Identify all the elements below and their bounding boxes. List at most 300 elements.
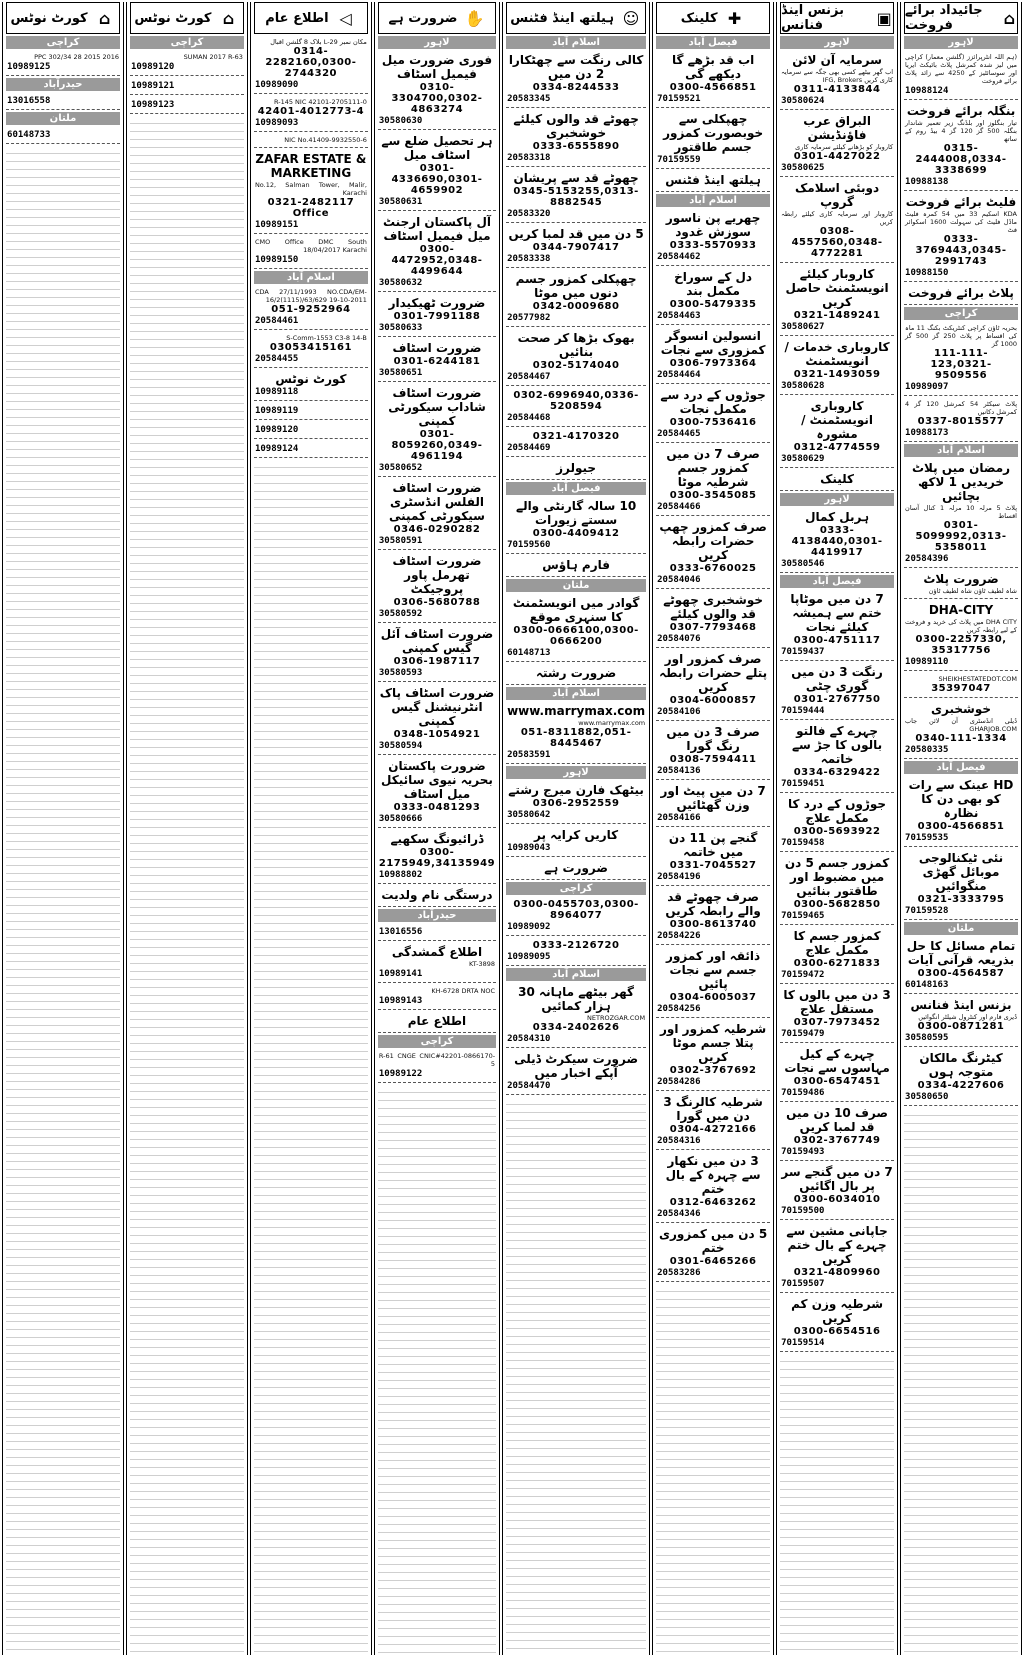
column-title: اطلاع عام [265,10,329,26]
megaphone-icon: ◁ [339,8,352,28]
city-heading: اسلام آباد [506,968,646,981]
city-heading: اسلام آباد [904,444,1018,457]
classified-ad [656,110,770,169]
ad-phone: 0321-2482117 Office [267,197,355,219]
city-heading: حیدرآباد [378,909,496,922]
ad-reference-number: 20584470 [507,1081,551,1091]
ad-phone: 35397047 [931,683,991,694]
ad-phone: 0333-4138440,0301-4419917 [791,525,883,558]
ad-title: ZAFAR ESTATE & MARKETING [255,152,367,180]
ad-phone: 0344-7907417 [532,242,620,253]
ad-phone: 0306-1987117 [393,656,481,667]
ad-phone: 0301-4336690,0301-4659902 [391,163,483,196]
ad-reference-number: 30580593 [378,668,423,678]
classified-ad [378,943,496,983]
column-clinic [652,2,774,1655]
ad-phone: 0307-7793468 [669,622,757,633]
column-court2 [2,2,124,1655]
column-business [776,2,898,1655]
column-header [656,2,770,34]
ad-reference-number: 30580594 [378,741,423,751]
classified-ad [506,826,646,857]
ad-phone: 0331-7045527 [669,860,757,871]
ad-phone: 0302-3767749 [793,1135,881,1146]
ad-reference-number: 30580595 [905,1033,949,1043]
classified-ad [506,388,646,427]
city-heading: لاہور [378,36,496,49]
classified-ad [506,594,646,662]
ad-title: چھوٹے قد سے پریشان [513,171,639,185]
ad-reference-number: 70159521 [657,94,701,104]
ad-title: نئی ٹیکنالوجی موبائل گھڑی منگوائیں [918,851,1004,893]
ad-phone: 0308-7594411 [669,754,757,765]
ad-phone: 0302-3767692 [669,1065,757,1076]
ad-reference-number: 70159514 [781,1338,825,1348]
ad-reference-number: 10989092 [507,922,551,932]
classified-ad [254,134,368,148]
ad-reference-number: 10989120 [254,425,299,435]
ad-reference-number: 10989121 [130,81,175,91]
city-heading: اسلام آباد [506,687,646,700]
ad-phone: 0321-4170320 [532,431,620,442]
ad-phone: 0333-0481293 [393,802,481,813]
column-title: بزنس اینڈ فنانس [781,3,844,33]
classified-ad [506,556,646,577]
classified-ad [656,782,770,827]
ad-phone: 03053415161 [269,342,352,353]
ad-title: شرطیہ وزن کم کریں [791,1297,883,1325]
ad-reference-number: 10989119 [254,406,299,416]
classified-ad [656,591,770,648]
ad-title: ضرورت پلاٹ [923,572,999,586]
ad-reference-number: 60148163 [905,980,949,990]
column-title: ضرورت ہے [388,10,458,26]
ad-title: البراق عرب فاؤنڈیشن [803,114,871,142]
classified-ad [506,859,646,880]
city-heading: فیصل آباد [656,36,770,49]
ad-body: (ہم اللہ انٹرپرائزز (گلشن معمار) کراچی میں لیز شدہ کمرشل پلاٹ بائیکٹ ایریا اور سوسائٹیز کے 4250 سے زائد پلاٹ برائے فروخت [905,53,1017,85]
ad-title: 5 دن میں قد لمبا کریں [508,227,644,241]
classified-ad [378,886,496,907]
classified-ad [904,398,1018,442]
ad-title: فلیٹ برائے فروخت [905,195,1017,209]
ad-title: چہرے کے فالتو بالوں کا جڑ سے خاتمہ [791,724,883,766]
ad-phone: 0315-2444008,0334-3338699 [915,143,1007,176]
classified-ad [656,51,770,108]
ad-title: www.marrymax.com [507,704,646,718]
ad-phone: 0342-0009680 [532,301,620,312]
ad-phone: 0334-6329422 [793,767,881,778]
ad-title: ہربل کمال [805,510,869,524]
ad-phone: 0340-111-1334 [915,733,1007,744]
ad-reference-number: 20577982 [507,313,551,323]
ad-title: اطلاع عام [407,1014,467,1028]
ad-reference-number: 10989151 [254,220,299,230]
ad-title: ڈرائیونگ سکھیے [390,832,484,846]
ad-title: 7 دن میں گنجے سر پر بال اگائیں [781,1165,893,1193]
ad-title: DHA-CITY [928,603,994,617]
classified-ad [378,384,496,477]
ad-title: اطلاع گمشدگی [391,945,483,959]
classified-ad [378,757,496,828]
classified-ad [904,570,1018,599]
ad-title: سرمایہ آن لائن [792,53,882,67]
ad-reference-number: 20584166 [657,813,701,823]
ad-reference-number: 10989043 [507,843,551,853]
ad-phone: 0334-4227606 [917,1080,1005,1091]
classified-ad [780,590,894,661]
classified-ad [656,947,770,1018]
ad-title: انسولین انسوگر کمزوری سے نجات [660,329,766,357]
ad-phone: 0311-4133844 [793,84,881,95]
classified-ad [506,983,646,1048]
ad-title: دوبئی اسلامک گروپ [795,181,880,209]
column-wanted [374,2,500,1655]
ad-phone: 0321-1489241 [793,310,881,321]
ad-reference-number: 70159444 [781,706,825,716]
classified-ad [780,854,894,925]
city-heading: کراچی [904,307,1018,320]
ad-phone: 0300-6271833 [793,958,881,969]
classified-ad [254,96,368,132]
ad-phone: 0301-5099992,0313-5358011 [915,520,1007,553]
ad-title: کمزور جسم 5 دن میں مضبوط اور طاقتور بنائیں [784,856,890,898]
ad-phone: 0334-8244533 [532,82,620,93]
handshake-icon: ✋ [464,8,485,28]
classified-ad [904,193,1018,282]
ad-reference-number: 20584136 [657,766,701,776]
ad-reference-number: 10989118 [254,387,299,397]
ad-reference-number: 70159486 [781,1088,825,1098]
ad-phone: 0321-3333795 [917,894,1005,905]
ad-reference-number: 10989125 [7,62,51,72]
ad-title: بزنس اینڈ فنانس [910,998,1012,1012]
ad-reference-number: 70159535 [905,833,949,843]
classified-ad [780,338,894,395]
ad-reference-number: 10989090 [254,80,299,90]
classified-ad [780,722,894,793]
ad-phone: 0333-2126720 [532,940,620,951]
ad-title: ہیلتھ اینڈ فٹنس [665,173,761,187]
ad-phone: 0304-4272166 [669,1124,757,1135]
ad-reference-number: 30580627 [781,322,825,332]
classified-ad [506,781,646,824]
ad-reference-number: 20584310 [507,1034,551,1044]
ad-phone: 0337-8015577 [917,416,1005,427]
ad-reference-number: 10989123 [130,100,175,110]
ad-phone: 0300-2257330, 35317756 [915,634,1007,656]
ad-phone: 0300-0455703,0300-8964077 [513,899,639,921]
classified-ad [904,1049,1018,1106]
classified-ad [780,927,894,984]
ad-title: چہرے کے کیل مہاسوں سے نجات [784,1047,890,1075]
ad-phone: 0300-2175949,34135949 [378,847,496,869]
ad-reference-number: 10989097 [905,382,949,392]
classified-ad [780,1295,894,1352]
ad-phone: 0310-3304700,0302-4863274 [391,82,483,115]
ad-reference-number: 30580591 [378,536,423,546]
classified-ad [656,386,770,443]
ad-phone: 0306-5680788 [393,597,481,608]
classified-ad [6,51,120,76]
ad-title: شرطیہ کمزور اور پتلا جسم موٹا کریں [660,1022,767,1064]
ad-reference-number: 10989124 [254,444,299,454]
ad-reference-number: 20584316 [657,1136,701,1146]
classified-ad [506,664,646,685]
ad-phone: 0308-4557560,0348-4772281 [791,226,883,259]
ad-reference-number: 20584468 [507,413,551,423]
classified-ad [254,236,368,269]
ad-phone: 0300-6034010 [793,1194,881,1205]
ad-reference-number: 30580651 [378,368,423,378]
ad-phone: 0333-6555890 [532,141,620,152]
city-heading: اسلام آباد [506,36,646,49]
ad-title: چھریے پن ناسور سوزش غدود [665,211,761,239]
classified-ad [378,1050,496,1083]
ad-title: ضرورت پاکستان بحریہ نیوی سائیکل میل اسٹاف [381,759,493,801]
ad-title: رنگت 3 دن میں گوری چٹی [791,665,883,693]
classified-ad [904,51,1018,100]
column-title: جائیداد برائے فروخت [905,3,983,33]
classified-ad [904,937,1018,994]
classified-ad [780,663,894,720]
ad-reference-number: 20584286 [657,1077,701,1087]
classified-ad [378,132,496,211]
ad-reference-number: 10988802 [378,870,423,880]
column-header [904,2,1018,34]
classified-ad [254,286,368,330]
classified-ad [254,441,368,458]
ad-reference-number: 10989122 [378,1069,423,1079]
city-heading: لاہور [780,36,894,49]
classified-ad [904,700,1018,759]
ad-reference-number: 70159451 [781,779,825,789]
ad-body: R-145 NIC 42101-2705111-0 [273,98,367,106]
ad-body: تیار بنگلوز اور بلڈنگ زیر تعمیر شاندار بنگلہ 500 گز 120 گز 4 بیڈ روم کے ساتھ [905,119,1017,143]
ad-body: کاروبار کو بڑھانے کیلئے سرمایہ کاری [795,143,894,151]
ad-phone: 0321-4809960 [793,1267,881,1278]
ad-phone: 0333-5570933 [669,240,757,251]
ad-phone: 0300-4566851 [669,82,757,93]
ad-title: جوڑوں کے درد سے مکمل نجات [660,388,766,416]
ad-title: بھوک بڑھا کر صحت بنائیں [517,331,635,359]
classified-ad [656,327,770,384]
city-heading: اسلام آباد [254,271,368,284]
ad-reference-number: 30580592 [378,609,423,619]
ad-reference-number: 10989095 [507,952,551,962]
city-heading: حیدرآباد [6,78,120,91]
briefcase-icon: ▣ [876,8,892,28]
ad-title: پلاٹ برائے فروخت [908,286,1014,300]
column-text-filler [130,116,244,1655]
ad-phone: 0304-6005037 [669,992,757,1003]
classified-ad [130,51,244,76]
classified-ad [506,497,646,554]
classified-ad [780,1104,894,1161]
ad-body: اب گھر بیٹھے کسی بھی جگہ سے سرمایہ کاری کریں IFG, Brokers [781,68,894,84]
ad-phone: 0300-4564587 [917,968,1005,979]
column-notice [250,2,372,1655]
ad-title: گنجے پن 11 دن میں خاتمہ [668,831,758,859]
ad-phone: 0321-1493059 [793,369,881,380]
ad-reference-number: 70159458 [781,838,825,848]
classified-ad [656,1093,770,1150]
ad-phone: 0302-6996940,0336-5208594 [513,390,639,412]
ad-reference-number: 30580666 [378,814,423,824]
ad-title: کلینک [820,472,855,486]
ad-body: پلاٹ سیکٹر 54 کمرشل 120 گز 4 کمرشل دکانیں [905,400,1017,416]
ad-phone: 0333-3769443,0345-2991743 [915,234,1007,267]
ad-body: CMO Office DMC South 18/04/2017 Karachi [254,238,367,254]
ad-title: 7 دن میں پیٹ اور وزن گھٹائیں [660,784,766,812]
classified-ad [130,97,244,114]
column-property [900,2,1022,1655]
ad-title: 5 دن میں کمزوری ختم [658,1227,768,1255]
ad-title: کاروبار کیلئے انویسٹمنٹ حاصل کریں [785,267,889,309]
ad-reference-number: 30580628 [781,381,825,391]
ad-reference-number: 20584465 [657,429,701,439]
classified-ad [506,938,646,966]
ad-body: NIC No.41409-9932550-6 [284,136,367,144]
column-text-filler [378,1085,496,1655]
ad-phone: 0300-3545085 [669,490,757,501]
ad-title: ذائقہ اور کمزور جسم سے نجات پائیں [666,949,761,991]
ad-title: جاپانی مشین سے چہرے کے بال ختم کریں [786,1224,888,1266]
classified-ad [780,470,894,491]
classified-ad [656,829,770,886]
ad-title: چھوٹے قد والوں کیلئے خوشخبری [513,112,639,140]
classified-ad [378,339,496,382]
ad-reference-number: 20583591 [507,750,551,760]
ad-title: کاروباری انویسٹمنٹ / مشورہ [801,399,874,441]
column-header [378,2,496,34]
ad-body: CDA 27/11/1993 NO.CDA/EM-16/2(1115)/63/629 19-10-2011 [254,288,367,304]
ad-body: 2016 2015 PPC 302/34 28 [34,53,119,61]
ad-phone: 0300-6547451 [793,1076,881,1087]
classified-ad [656,650,770,721]
classified-ad [506,169,646,223]
ad-title: ضرورت ٹھیکیدار [388,296,486,310]
ad-title: شرطیہ کالرنگ 3 دن میں گورا [663,1095,763,1123]
ad-reference-number: 20583320 [507,209,551,219]
ad-title: کمزور جسم کا مکمل علاج [793,929,881,957]
classified-ad [780,1163,894,1220]
city-heading: لاہور [780,493,894,506]
classified-ad [780,397,894,468]
ad-reference-number: 20584076 [657,634,701,644]
ad-reference-number: 20583318 [507,153,551,163]
ad-phone: 0300-0871281 [917,1021,1005,1032]
column-court1 [126,2,248,1655]
ad-reference-number: 10988138 [905,177,949,187]
classified-ad [506,225,646,268]
ad-title: ضرورت اسٹاف تھرمل پاور پروجیکٹ [392,554,482,596]
ad-title: ضرورت اسٹاف پاک انٹرنیشنل گیس کمپنی [379,686,495,728]
column-text-filler [6,146,120,1655]
classified-ad [656,445,770,516]
ad-reference-number: 70159528 [905,906,949,916]
classified-ad [656,723,770,780]
ad-body: NETROZGAR.COM [587,1014,646,1022]
city-heading: کراچی [378,1035,496,1048]
ad-reference-number: 10988124 [905,86,949,96]
ad-phone: 0345-5153255,0313-8882545 [513,186,639,208]
ad-reference-number: 70159493 [781,1147,825,1157]
classified-ad [780,112,894,177]
ad-body: No.12, Salman Tower, Malir, Karachi [254,181,367,197]
ad-phone: 0307-7973452 [793,1017,881,1028]
classified-ad [904,102,1018,191]
ad-reference-number: 10988150 [905,268,949,278]
classified-ad [6,127,120,144]
ad-title: ضرورت سیکرٹ ڈیلی آپکے اخبار میں [514,1052,639,1080]
classified-ad [254,332,368,368]
ad-reference-number: 13016556 [378,927,423,937]
classified-ad [130,78,244,95]
ad-title: صرف 3 دن میں رنگ گورا [666,725,760,753]
ad-title: صرف چھوٹے قد والے رابطہ کریں [665,890,761,918]
ad-phone: 0312-6463262 [669,1197,757,1208]
ad-reference-number: 30580546 [781,559,825,569]
ad-title: کاروباری خدمات / انویسٹمنٹ [784,340,890,368]
ad-reference-number: 20584467 [507,372,551,382]
classified-ad [378,830,496,884]
ad-phone: 0301-6465266 [669,1256,757,1267]
ad-phone: 0300-0666100,0300-0666200 [513,625,639,647]
classified-ad [506,702,646,764]
ad-phone: 0301-2767750 [793,694,881,705]
ad-title: 7 دن میں موٹاپا ختم سے ہمیشہ کیلئے نجات [790,592,884,634]
classified-ad [378,684,496,755]
ad-body: DHA CITY میں پلاٹ کی خرید و فروخت کے لیے رابطہ کریں [905,618,1017,634]
ad-reference-number: 20583286 [657,1268,701,1278]
city-heading: ملتان [904,922,1018,935]
ad-body: مکان نمبر L-29 بلاک 8 گلشن اقبال [270,38,367,46]
ad-reference-number: 70159500 [781,1206,825,1216]
ad-title: چھپکلی سے خوبصورت کمزور جسم طاقتور [663,112,764,154]
courthouse-icon: ⌂ [222,8,235,28]
ad-reference-number: 30580624 [781,96,825,106]
ad-phone: 0301-7991188 [393,311,481,322]
ad-title: ضرورت اسٹاف شاداب سیکورٹی کمپنی [388,386,486,428]
ad-reference-number: 30580625 [781,163,825,173]
city-heading: فیصل آباد [780,575,894,588]
ad-phone: 0306-2952559 [532,798,620,809]
classified-ad [254,422,368,439]
ad-title: ضرورت اسٹاف الفلس انڈسٹری سیکورٹی کمپنی [389,481,485,523]
classified-ad [506,51,646,108]
ad-body: کاروبار اور سرمایہ کاری کیلئے رابطہ کریں [781,210,894,226]
city-heading: فیصل آباد [904,761,1018,774]
ad-phone: 0301-4427022 [793,151,881,162]
classified-ad [904,776,1018,847]
column-text-filler [254,460,368,1655]
ad-title: درستگی نام ولدیت [381,888,493,902]
ad-reference-number: 20584464 [657,370,701,380]
ad-phone: 0300-5682850 [793,899,881,910]
classified-ad [506,429,646,457]
classified-ad [378,51,496,130]
ad-title: جوڑوں کے درد کا مکمل علاج [788,797,887,825]
ad-phone: 0334-2402626 [532,1022,620,1033]
ad-title: فارم ہاؤس [542,558,610,572]
ad-body: ڈیری فارم اور کنٹرول شیلٹر انگوائیں [918,1013,1017,1021]
classified-ad [904,601,1018,671]
ad-body: شاہ لطیف ٹاؤن شاہ لطیف ٹاؤن [928,587,1017,595]
classified-ad [378,552,496,623]
ad-title: آل پاکستان ارجنٹ میل فیمیل اسٹاف [382,215,491,243]
ad-reference-number: 30580629 [781,454,825,464]
